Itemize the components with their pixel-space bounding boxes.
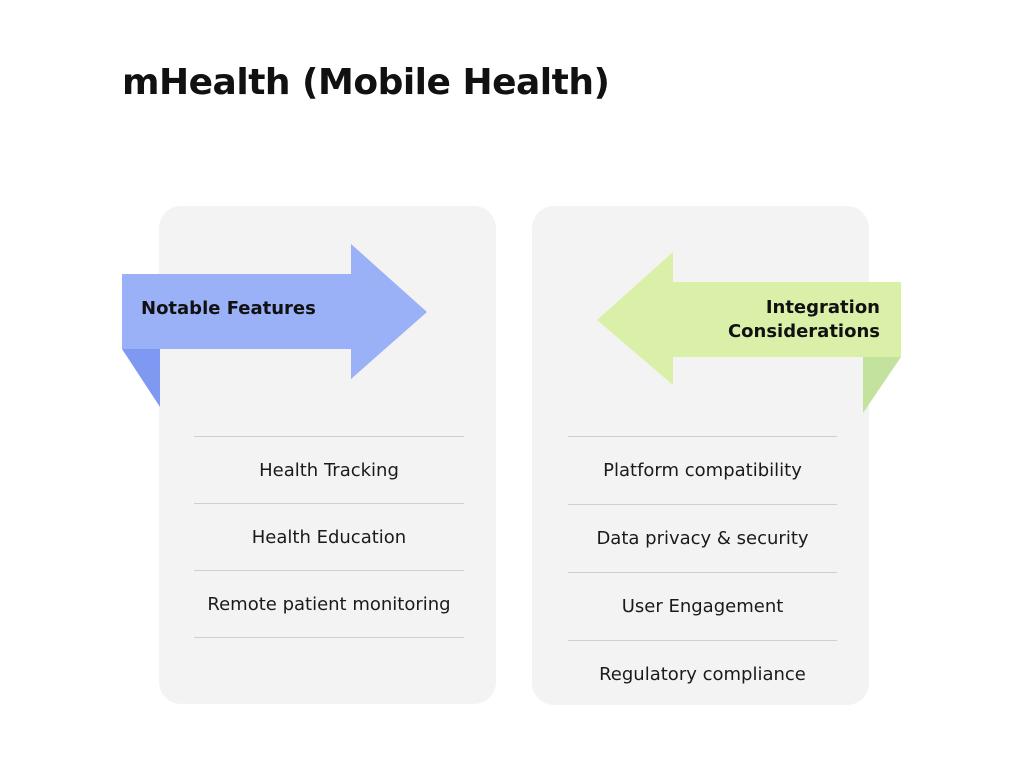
- list-item: User Engagement: [621, 596, 784, 617]
- page-title: mHealth (Mobile Health): [122, 62, 610, 103]
- heading-line: Considerations: [727, 321, 880, 342]
- heading-line: Integration: [765, 297, 880, 318]
- list-item: Data privacy & security: [596, 528, 809, 549]
- notable-features-list: [194, 436, 464, 638]
- arrow-fold-shadow: [122, 349, 160, 407]
- arrow-fold-shadow: [863, 357, 901, 413]
- integration-considerations-heading: [728, 296, 880, 344]
- list-divider: [194, 637, 464, 638]
- notable-features-heading: Notable Features: [141, 298, 316, 319]
- list-item: Platform compatibility: [603, 460, 802, 481]
- list-item: Health Education: [251, 526, 407, 548]
- list-item: Health Tracking: [259, 459, 399, 481]
- right-arrow-banner: [122, 244, 432, 409]
- list-item: Regulatory compliance: [599, 664, 806, 685]
- integration-considerations-list: [568, 436, 837, 708]
- list-item: Remote patient monitoring: [207, 593, 451, 615]
